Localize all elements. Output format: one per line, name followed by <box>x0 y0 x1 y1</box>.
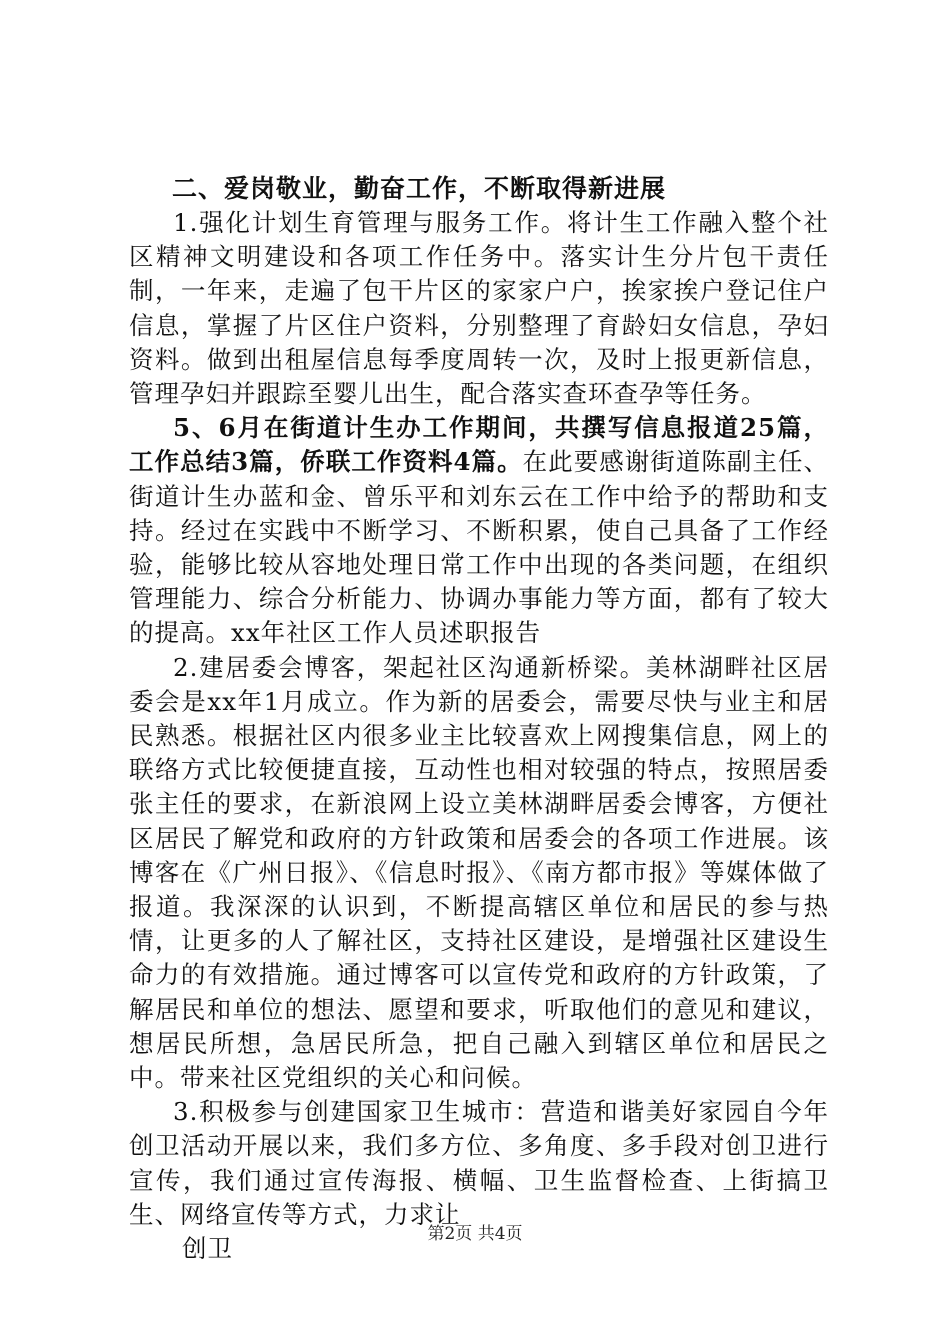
paragraph-family-planning: 1.强化计划生育管理与服务工作。将计生工作融入整个社区精神文明建设和各项工作任务中。落实计生分片包干责任制，一年来，走遍了包干片区的家家户户，挨家挨户登记住户信息，掌握了片区住户资料，分别整理了育龄妇女信息，孕妇资料。做到出租屋信息每季度周转一次，及时上报更新信息，管理孕妇并跟踪至婴儿出生，配合落实查环查孕等任务。 <box>129 208 829 409</box>
page-footer: 第2页 共4页 <box>427 1224 523 1244</box>
trailing-fragment: 创卫 <box>182 1234 233 1264</box>
section-heading: 二、爱岗敬业，勤奋工作，不断取得新进展 <box>172 174 667 203</box>
paragraph-health-city: 3.积极参与创建国家卫生城市：营造和谐美好家园自今年创卫活动开展以来，我们多方位、多角度、多手段对创卫进行宣传，我们通过宣传海报、横幅、卫生监督检查、上街搞卫生、网络宣传等方式，力求让 <box>129 1097 829 1229</box>
paragraph-bold-lead: 5、6月在街道计生办工作期间，共撰写信息报道25篇，工作总结3篇，侨联工作资料4篇。 <box>129 413 829 477</box>
document-body <box>129 172 829 1266</box>
paragraph-blog: 2.建居委会博客，架起社区沟通新桥梁。美林湖畔社区居委会是xx年1月成立。作为新的居委会，需要尽快与业主和居民熟悉。根据社区内很多业主比较喜欢上网搜集信息，网上的联络方式比较便捷直接，互动性也相对较强的特点，按照居委张主任的要求，在新浪网上设立美林湖畔居委会博客，方便社区居民了解党和政府的方针政策和居委会的各项工作进展。该博客在《广州日报》、《信息时报》、《南方都市报》等媒体做了报道。我深深的认识到，不断提高辖区单位和居民的参与热情，让更多的人了解社区，支持社区建设，是增强社区建设生命力的有效措施。通过博客可以宣传党和政府的方针政策，了解居民和单位的想法、愿望和要求，听取他们的意见和建议，想居民所想，急居民所急，把自己融入到辖区单位和居民之中。带来社区党组织的关心和问候。 <box>129 652 829 1093</box>
paragraph-report-summary <box>129 411 829 650</box>
paragraph-rest: 在此要感谢街道陈副主任、街道计生办蓝和金、曾乐平和刘东云在工作中给予的帮助和支持。经过在实践中不断学习、不断积累，使自己具备了工作经验，能够比较从容地处理日常工作中出现的各类问题，在组织管理能力、综合分析能力、协调办事能力等方面，都有了较大的提高。xx年社区工作人员述职报告 <box>129 447 830 648</box>
